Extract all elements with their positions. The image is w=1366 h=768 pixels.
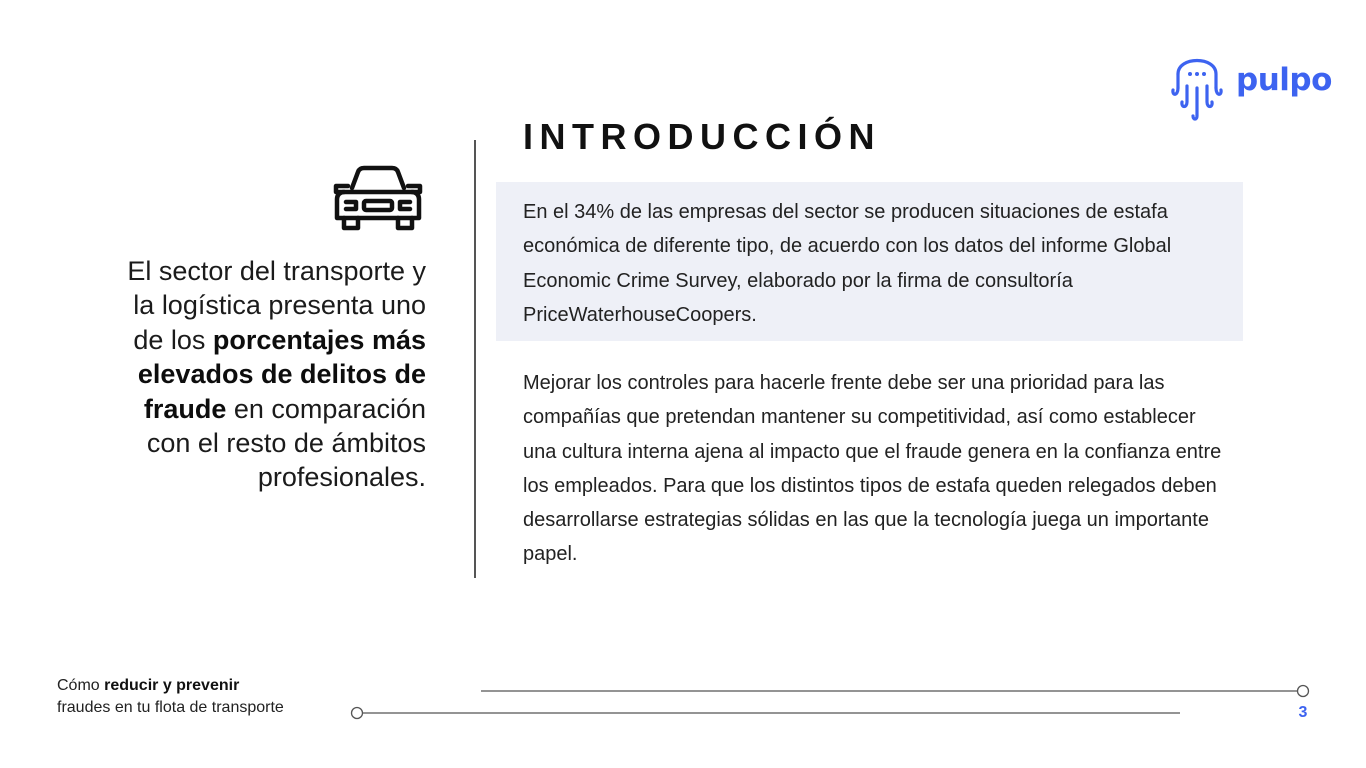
statement-part1: El sector del transporte y la logística presenta uno de los bbox=[127, 256, 426, 355]
left-statement bbox=[120, 254, 426, 495]
footer-title-prefix: Cómo bbox=[57, 677, 105, 694]
footer-title-line1 bbox=[57, 675, 284, 697]
brand-name: pulpo bbox=[1236, 62, 1332, 98]
footer-dot-right bbox=[1298, 686, 1309, 697]
footer-subtitle: fraudes en tu flota de transporte bbox=[57, 699, 284, 716]
section-heading: INTRODUCCIÓN bbox=[523, 116, 881, 157]
octopus-icon bbox=[1170, 44, 1224, 122]
statement-bold: porcentajes más elevados de delitos de fraude bbox=[137, 324, 426, 424]
car-icon bbox=[330, 164, 426, 234]
page-number: 3 bbox=[1298, 704, 1308, 721]
footer-dot-left bbox=[352, 708, 363, 719]
footer-title-bold: reducir y prevenir bbox=[104, 677, 240, 694]
vertical-divider bbox=[474, 140, 476, 578]
footer-title bbox=[57, 675, 284, 719]
statement-part2: en comparación con el resto de ámbitos profesionales. bbox=[146, 393, 426, 493]
pulpo-logo[interactable] bbox=[1170, 44, 1332, 122]
body-paragraph: Mejorar los controles para hacerle frente debe ser una prioridad para las compañías que pretendan mantener su competitividad, así como establecer una cultura interna ajena al impacto que el fraude genera en la confianza entre los empleados. Para que los distintos tipos de estafa queden relegados deben desarrollarse estrategias sólidas en las que la tecnología juega un importante papel. bbox=[523, 372, 1222, 566]
highlight-paragraph: En el 34% de las empresas del sector se producen situaciones de estafa económica de diferente tipo, de acuerdo con los datos del informe Global Economic Crime Survey, elaborado por la firma de consultoría PriceWaterhouseCoopers. bbox=[523, 201, 1172, 326]
